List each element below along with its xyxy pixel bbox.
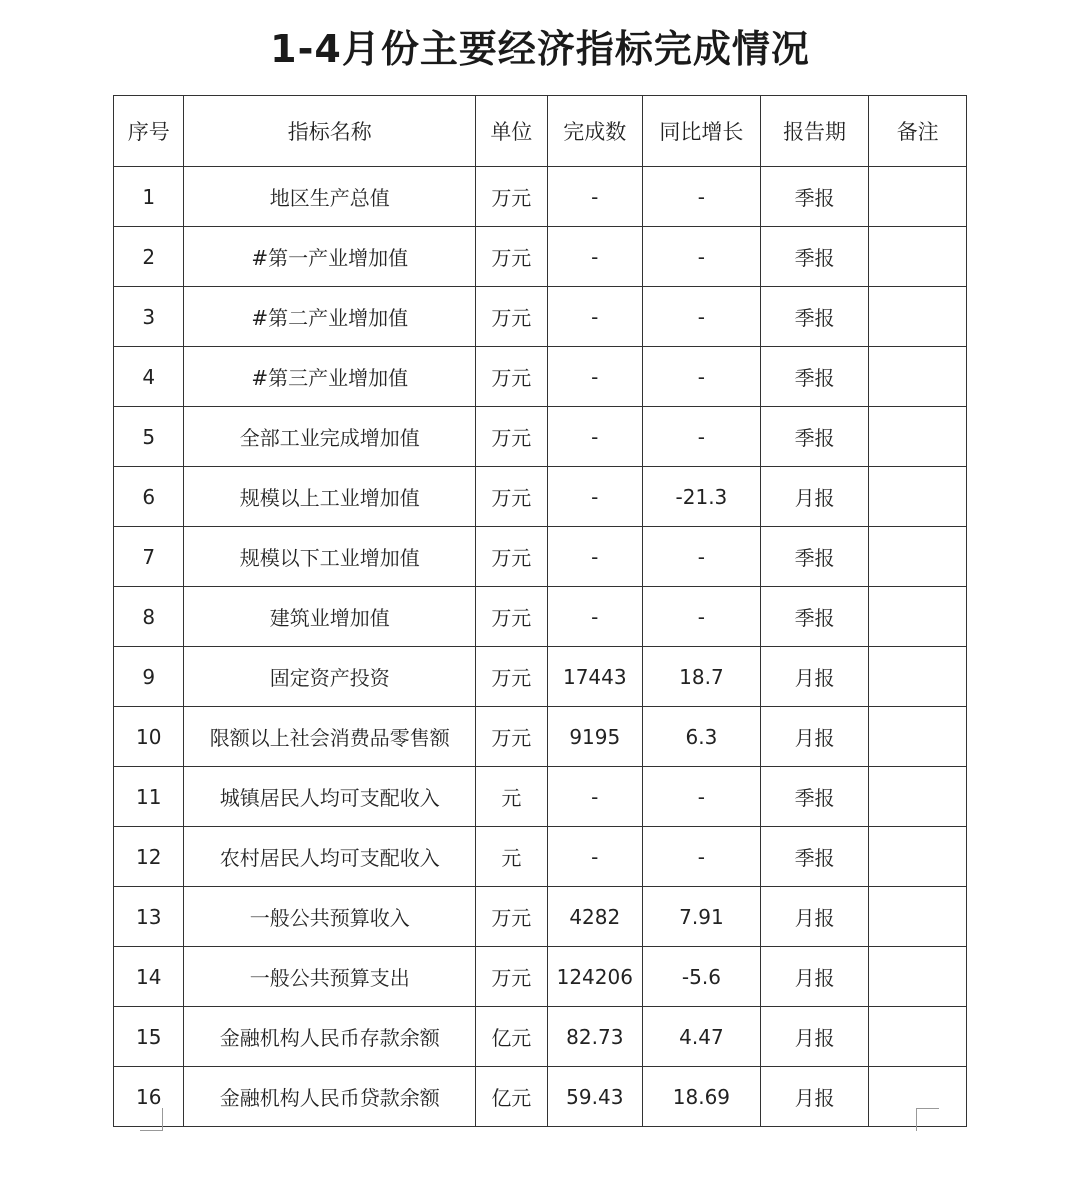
table-row (114, 887, 967, 947)
cell-name: 一般公共预算收入 (184, 887, 476, 947)
header-note: 备注 (869, 96, 967, 167)
cell-note (869, 467, 967, 527)
cell-unit: 万元 (476, 947, 547, 1007)
cell-period: 月报 (760, 707, 869, 767)
crop-mark (140, 1108, 163, 1131)
cell-value: 4282 (547, 887, 643, 947)
cell-note (869, 587, 967, 647)
cell-yoy: -21.3 (643, 467, 761, 527)
cell-seq: 5 (114, 407, 184, 467)
cell-unit: 万元 (476, 587, 547, 647)
cell-value: 124206 (547, 947, 643, 1007)
cell-seq: 9 (114, 647, 184, 707)
cell-seq: 7 (114, 527, 184, 587)
cell-unit: 万元 (476, 707, 547, 767)
cell-unit: 万元 (476, 527, 547, 587)
cell-seq: 8 (114, 587, 184, 647)
cell-yoy: 6.3 (643, 707, 761, 767)
cell-value: - (547, 167, 643, 227)
header-period: 报告期 (760, 96, 869, 167)
cell-note (869, 287, 967, 347)
cell-value: - (547, 347, 643, 407)
cell-name: 建筑业增加值 (184, 587, 476, 647)
cell-note (869, 767, 967, 827)
header-seq: 序号 (114, 96, 184, 167)
header-unit: 单位 (476, 96, 547, 167)
cell-yoy: - (643, 587, 761, 647)
table-row (114, 287, 967, 347)
cell-yoy: -5.6 (643, 947, 761, 1007)
cell-note (869, 1007, 967, 1067)
table-body (114, 167, 967, 1127)
cell-yoy: - (643, 287, 761, 347)
cell-name: #第一产业增加值 (184, 227, 476, 287)
cell-note (869, 527, 967, 587)
cell-yoy: - (643, 527, 761, 587)
cell-seq: 1 (114, 167, 184, 227)
cell-seq: 6 (114, 467, 184, 527)
cell-seq: 13 (114, 887, 184, 947)
cell-value: 82.73 (547, 1007, 643, 1067)
table-row (114, 767, 967, 827)
cell-yoy: - (643, 407, 761, 467)
cell-yoy: 18.69 (643, 1067, 761, 1127)
cell-yoy: 18.7 (643, 647, 761, 707)
cell-unit: 万元 (476, 347, 547, 407)
table-row (114, 587, 967, 647)
cell-yoy: - (643, 767, 761, 827)
cell-unit: 万元 (476, 287, 547, 347)
cell-unit: 亿元 (476, 1007, 547, 1067)
cell-unit: 万元 (476, 227, 547, 287)
cell-name: 限额以上社会消费品零售额 (184, 707, 476, 767)
cell-name: 一般公共预算支出 (184, 947, 476, 1007)
cell-name: 农村居民人均可支配收入 (184, 827, 476, 887)
cell-period: 季报 (760, 287, 869, 347)
cell-value: 59.43 (547, 1067, 643, 1127)
cell-unit: 万元 (476, 887, 547, 947)
cell-note (869, 227, 967, 287)
cell-yoy: - (643, 827, 761, 887)
cell-value: - (547, 467, 643, 527)
cell-name: 金融机构人民币贷款余额 (184, 1067, 476, 1127)
header-row (114, 96, 967, 167)
cell-value: 17443 (547, 647, 643, 707)
table-row (114, 1007, 967, 1067)
cell-name: #第二产业增加值 (184, 287, 476, 347)
cell-note (869, 347, 967, 407)
cell-period: 月报 (760, 1007, 869, 1067)
cell-name: 地区生产总值 (184, 167, 476, 227)
cell-unit: 亿元 (476, 1067, 547, 1127)
page-title: 1-4月份主要经济指标完成情况 (270, 27, 810, 71)
table-row (114, 347, 967, 407)
cell-value: - (547, 287, 643, 347)
cell-period: 季报 (760, 227, 869, 287)
cell-value: - (547, 227, 643, 287)
cell-period: 季报 (760, 167, 869, 227)
cell-period: 月报 (760, 947, 869, 1007)
cell-period: 季报 (760, 527, 869, 587)
cell-unit: 元 (476, 767, 547, 827)
cell-unit: 元 (476, 827, 547, 887)
cell-name: 全部工业完成增加值 (184, 407, 476, 467)
cell-seq: 14 (114, 947, 184, 1007)
table-row (114, 947, 967, 1007)
cell-name: #第三产业增加值 (184, 347, 476, 407)
cell-value: - (547, 587, 643, 647)
cell-yoy: 4.47 (643, 1007, 761, 1067)
table-row (114, 167, 967, 227)
cell-value: - (547, 407, 643, 467)
cell-period: 月报 (760, 887, 869, 947)
cell-period: 季报 (760, 407, 869, 467)
cell-period: 季报 (760, 587, 869, 647)
header-yoy: 同比增长 (643, 96, 761, 167)
table-row (114, 707, 967, 767)
cell-name: 城镇居民人均可支配收入 (184, 767, 476, 827)
cell-yoy: - (643, 227, 761, 287)
crop-mark (916, 1108, 939, 1131)
table-header (114, 96, 967, 167)
cell-period: 月报 (760, 647, 869, 707)
cell-seq: 4 (114, 347, 184, 407)
cell-period: 季报 (760, 827, 869, 887)
cell-value: - (547, 527, 643, 587)
table-row (114, 827, 967, 887)
cell-seq: 3 (114, 287, 184, 347)
cell-note (869, 887, 967, 947)
cell-seq: 16 (114, 1067, 184, 1127)
cell-name: 固定资产投资 (184, 647, 476, 707)
cell-seq: 10 (114, 707, 184, 767)
cell-unit: 万元 (476, 407, 547, 467)
cell-name: 金融机构人民币存款余额 (184, 1007, 476, 1067)
cell-period: 月报 (760, 467, 869, 527)
table-row (114, 1067, 967, 1127)
cell-note (869, 827, 967, 887)
cell-seq: 12 (114, 827, 184, 887)
table-row (114, 467, 967, 527)
cell-note (869, 167, 967, 227)
cell-yoy: - (643, 167, 761, 227)
cell-period: 季报 (760, 347, 869, 407)
cell-period: 季报 (760, 767, 869, 827)
cell-name: 规模以下工业增加值 (184, 527, 476, 587)
cell-seq: 15 (114, 1007, 184, 1067)
header-value: 完成数 (547, 96, 643, 167)
cell-seq: 11 (114, 767, 184, 827)
cell-note (869, 647, 967, 707)
cell-note (869, 407, 967, 467)
table-row (114, 227, 967, 287)
cell-name: 规模以上工业增加值 (184, 467, 476, 527)
header-name: 指标名称 (184, 96, 476, 167)
cell-unit: 万元 (476, 167, 547, 227)
cell-period: 月报 (760, 1067, 869, 1127)
cell-unit: 万元 (476, 647, 547, 707)
cell-yoy: 7.91 (643, 887, 761, 947)
cell-unit: 万元 (476, 467, 547, 527)
cell-note (869, 707, 967, 767)
cell-value: - (547, 767, 643, 827)
table-row (114, 647, 967, 707)
cell-value: - (547, 827, 643, 887)
cell-yoy: - (643, 347, 761, 407)
table-row (114, 407, 967, 467)
cell-seq: 2 (114, 227, 184, 287)
indicators-table (113, 95, 967, 1127)
cell-note (869, 947, 967, 1007)
table-row (114, 527, 967, 587)
cell-value: 9195 (547, 707, 643, 767)
